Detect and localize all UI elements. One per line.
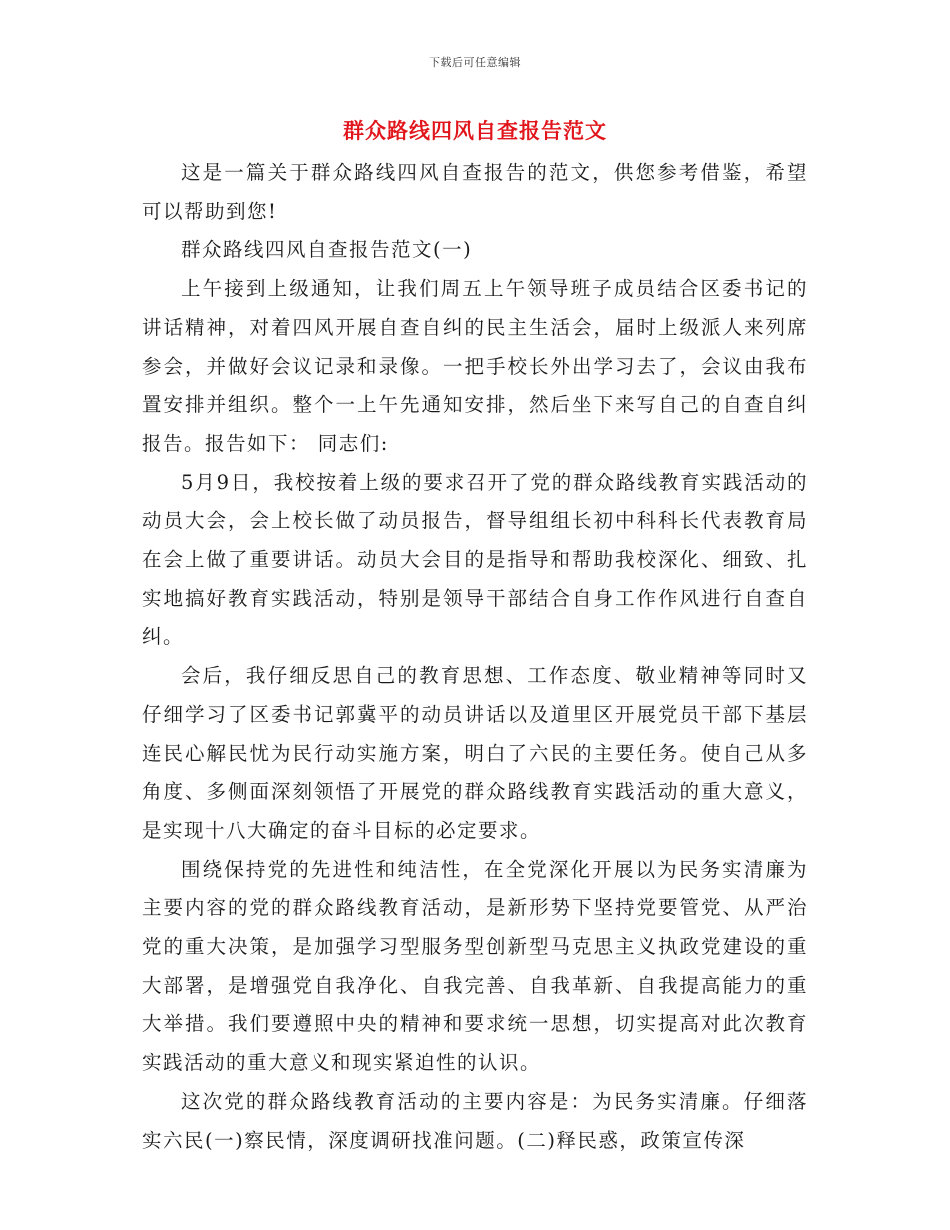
intro-paragraph: 这是一篇关于群众路线四风自查报告的范文，供您参考借鉴，希望可以帮助到您! — [142, 161, 808, 223]
body-paragraph: 上午接到上级通知，让我们周五上午领导班子成员结合区委书记的讲话精神，对着四风开展自查自纠的民主生活会，届时上级派人来列席参会，并做好会议记录和录像。一把手校长外出学习去了，会议由我布置安排并组织。整个一上午先通知安排，然后坐下来写自己的自查自纠报告。报告如下： 同志们: — [142, 277, 808, 455]
document-title: 群众路线四风自查报告范文 — [343, 118, 607, 143]
body-paragraph: 5月9日，我校按着上级的要求召开了党的群众路线教育实践活动的动员大会，会上校长做了动员报告，督导组组长初中科科长代表教育局在会上做了重要讲话。动员大会目的是指导和帮助我校深化、细致、扎实地搞好教育实践活动，特别是领导干部结合自身工作作风进行自查自纠。 — [142, 470, 808, 649]
body-paragraph: 会后，我仔细反思自己的教育思想、工作态度、敬业精神等同时又仔细学习了区委书记郭冀平的动员讲话以及道里区开展党员干部下基层连民心解民忧为民行动实施方案，明白了六民的主要任务。使自己从多角度、多侧面深刻领悟了开展党的群众路线教育实践活动的重大意义，是实现十八大确定的奋斗目标的必定要求。 — [142, 664, 808, 842]
header-note: 下载后可任意编辑 — [429, 56, 521, 69]
document-body — [142, 154, 808, 1160]
body-paragraph: 围绕保持党的先进性和纯洁性，在全党深化开展以为民务实清廉为主要内容的党的群众路线教育活动，是新形势下坚持党要管党、从严治党的重大决策，是加强学习型服务型创新型马克思主义执政党建设的重大部署，是增强党自我净化、自我完善、自我革新、自我提高能力的重大举措。我们要遵照中央的精神和要求统一思想，切实提高对此次教育实践活动的重大意义和现实紧迫性的认识。 — [142, 857, 808, 1075]
section-heading: 群众路线四风自查报告范文(一) — [181, 238, 473, 262]
body-paragraph: 这次党的群众路线教育活动的主要内容是：为民务实清廉。仔细落实六民(一)察民情，深度调研找准问题。(二)释民惑，政策宣传深 — [142, 1089, 808, 1152]
